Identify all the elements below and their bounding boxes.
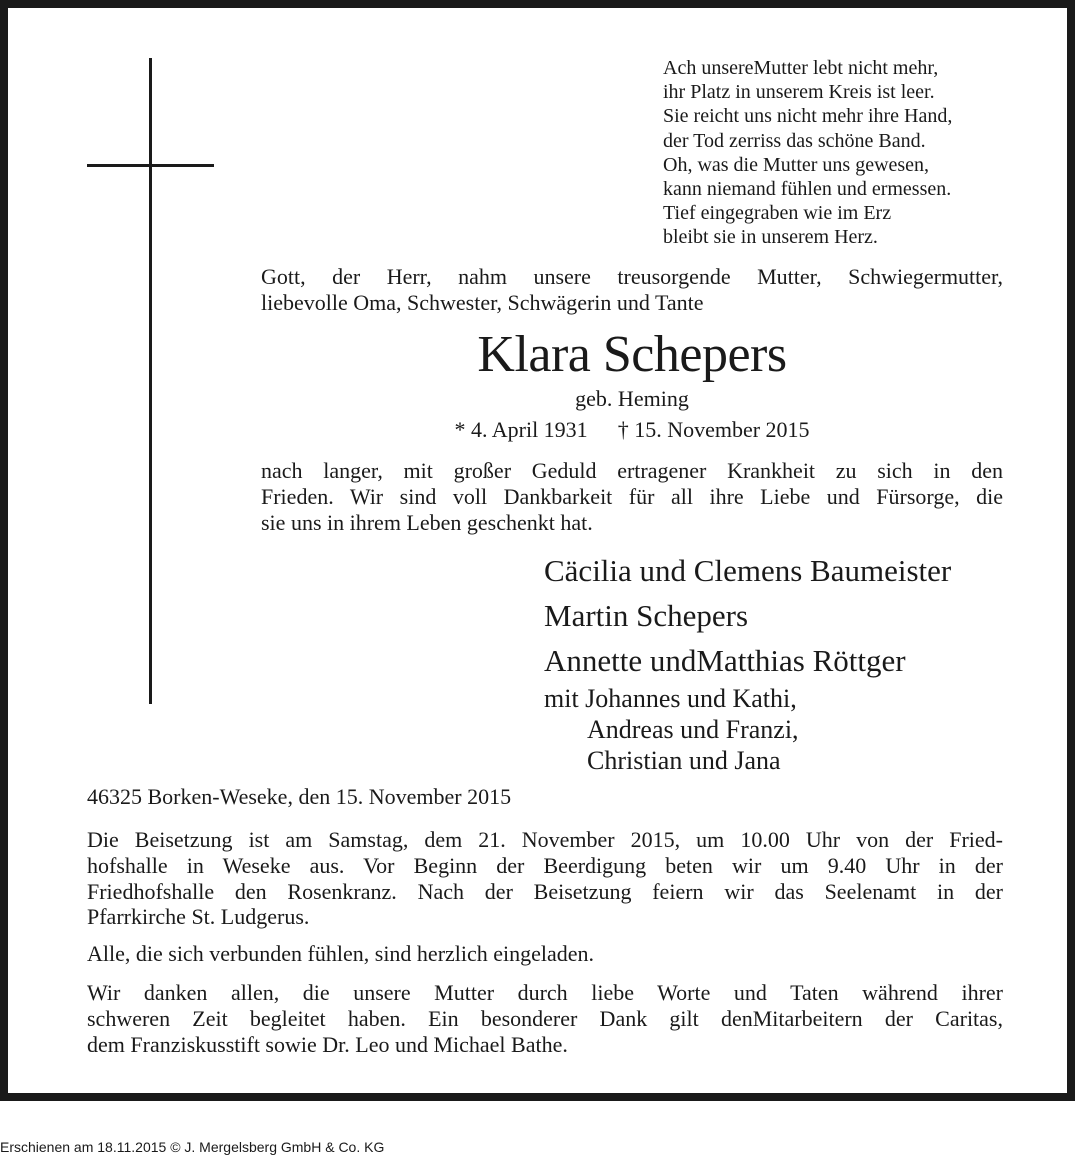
after-text: [261, 458, 1003, 536]
poem-line: kann niemand fühlen und ermessen.: [663, 178, 952, 201]
after-line: sie uns in ihrem Leben geschenkt hat.: [261, 510, 593, 535]
poem-line: Sie reicht uns nicht mehr ihre Hand,: [663, 105, 953, 128]
poem-line: ihr Platz in unserem Kreis ist leer.: [663, 81, 935, 104]
funeral-line: Die Beisetzung ist am Samstag, dem 21. November 2015, um 10.00 Uhr von der Fried-: [87, 827, 1003, 852]
publication-footer: Erschienen am 18.11.2015 © J. Mergelsberg GmbH & Co. KG: [0, 1139, 385, 1155]
invitation-line: Alle, die sich verbunden fühlen, sind herzlich eingeladen.: [87, 941, 595, 966]
grandchildren: [544, 683, 951, 776]
thanks-line: schweren Zeit begleitet haben. Ein besonderer Dank gilt denMitarbeitern der Caritas,: [87, 1005, 1003, 1031]
poem-line: Oh, was die Mutter uns gewesen,: [663, 153, 930, 176]
family-member: Annette undMatthias Röttger: [544, 643, 906, 678]
cross-icon-horizontal-bar: [87, 164, 214, 167]
grandchildren-line: Andreas und Franzi,: [587, 715, 799, 744]
funeral-line: Friedhofshalle den Rosenkranz. Nach der Beisetzung feiern wir das Seelenamt in der: [87, 878, 1003, 904]
birth-date: * 4. April 1931: [454, 417, 588, 442]
intro-line: Gott, der Herr, nahm unsere treusorgende Mutter, Schwiegermutter,: [261, 264, 1003, 289]
funeral-text: [87, 827, 1003, 930]
funeral-line: hofshalle in Weseke aus. Vor Beginn der Beerdigung beten wir um 9.40 Uhr in der: [87, 852, 1003, 878]
after-line: nach langer, mit großer Geduld ertragener Krankheit zu sich in den: [261, 458, 1003, 483]
intro-text: [261, 264, 1003, 315]
maiden-name: geb. Heming: [575, 386, 689, 411]
life-dates: [261, 416, 1003, 444]
family-signatures: [544, 548, 951, 776]
after-line: Frieden. Wir sind voll Dankbarkeit für all ihre Liebe und Fürsorge, die: [261, 484, 1003, 509]
funeral-line: Pfarrkirche St. Ludgerus.: [87, 904, 310, 930]
family-member: Cäcilia und Clemens Baumeister: [544, 553, 952, 588]
place-and-date: 46325 Borken-Weseke, den 15. November 2015: [87, 784, 512, 809]
poem-line: Tief eingegraben wie im Erz: [663, 202, 892, 225]
thanks-line: Wir danken allen, die unsere Mutter durch liebe Worte und Taten während ihrer: [87, 980, 1003, 1005]
thanks-text: [87, 980, 1003, 1057]
cross-icon-vertical-bar: [149, 58, 152, 704]
death-date: † 15. November 2015: [617, 417, 810, 442]
family-member: Martin Schepers: [544, 598, 749, 633]
intro-line: liebevolle Oma, Schwester, Schwägerin und Tante: [261, 289, 704, 315]
grandchildren-line: mit Johannes und Kathi,: [544, 684, 797, 713]
poem-line: bleibt sie in unserem Herz.: [663, 226, 878, 249]
poem-line: der Tod zerriss das schöne Band.: [663, 129, 926, 152]
poem: [663, 56, 952, 250]
invitation-text: [87, 941, 1003, 967]
deceased-name: Klara Schepers: [477, 326, 787, 383]
thanks-line: dem Franziskusstift sowie Dr. Leo und Michael Bathe.: [87, 1031, 568, 1057]
grandchildren-line: Christian und Jana: [587, 746, 781, 775]
poem-line: Ach unsereMutter lebt nicht mehr,: [663, 57, 939, 79]
